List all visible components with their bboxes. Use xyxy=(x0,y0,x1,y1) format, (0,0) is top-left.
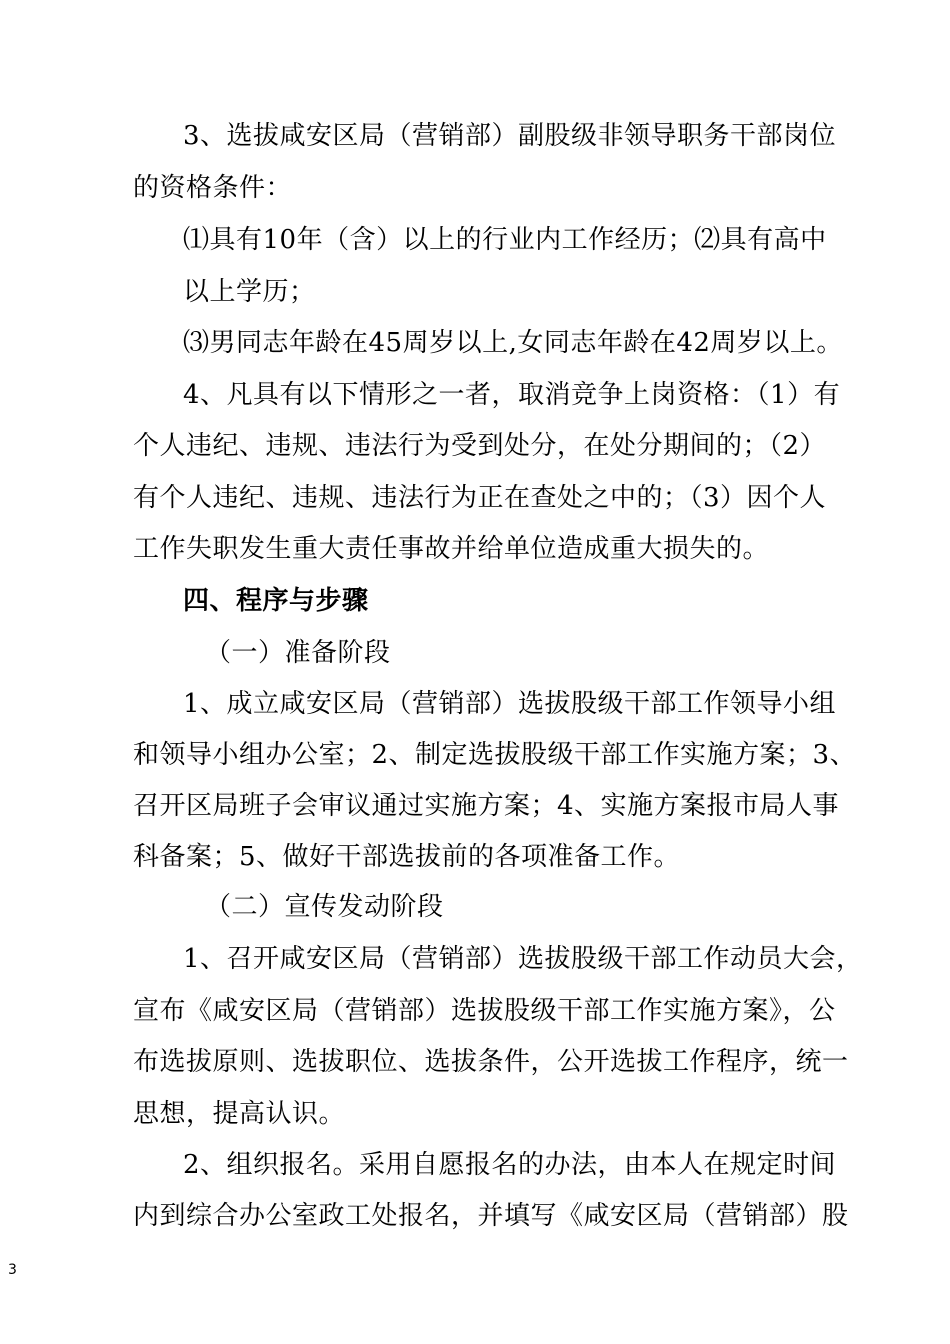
text-line: 布选拔原则、选拔职位、选拔条件，公开选拔工作程序，统一 xyxy=(133,1047,849,1077)
text-line: ⑶男同志年龄在45周岁以上,女同志年龄在42周岁以上。 xyxy=(183,328,843,358)
text-line: 以上学历； xyxy=(183,277,316,307)
text-line: 的资格条件： xyxy=(133,173,293,203)
text-line: 4、凡具有以下情形之一者，取消竞争上岗资格：（1）有 xyxy=(183,380,841,410)
text-line: 1、召开咸安区局（营销部）选拔股级干部工作动员大会， xyxy=(183,944,863,974)
text-line: 和领导小组办公室；2、制定选拔股级干部工作实施方案；3、 xyxy=(133,740,857,770)
text-line: 工作失职发生重大责任事故并给单位造成重大损失的。 xyxy=(133,534,770,564)
text-line: 宣布《咸安区局（营销部）选拔股级干部工作实施方案》，公 xyxy=(133,996,836,1026)
text-line: ⑴具有10年（含）以上的行业内工作经历；⑵具有高中 xyxy=(183,225,827,255)
text-line: 1、成立咸安区局（营销部）选拔股级干部工作领导小组 xyxy=(183,689,837,719)
page-number: 3 xyxy=(8,1262,17,1278)
subsection-heading: （一）准备阶段 xyxy=(205,638,391,668)
text-line: 科备案；5、做好干部选拔前的各项准备工作。 xyxy=(133,842,681,872)
text-line: 内到综合办公室政工处报名，并填写《咸安区局（营销部）股 xyxy=(133,1201,849,1231)
subsection-heading: （二）宣传发动阶段 xyxy=(205,892,444,922)
text-line: 3、选拔咸安区局（营销部）副股级非领导职务干部岗位 xyxy=(183,121,837,151)
section-heading: 四、程序与步骤 xyxy=(183,586,369,616)
text-line: 思想，提高认识。 xyxy=(133,1099,346,1129)
text-line: 个人违纪、违规、违法行为受到处分，在处分期间的；（2） xyxy=(133,431,827,461)
text-line: 2、组织报名。采用自愿报名的办法，由本人在规定时间 xyxy=(183,1150,837,1180)
text-line: 召开区局班子会审议通过实施方案；4、实施方案报市局人事 xyxy=(133,791,840,821)
text-line: 有个人违纪、违规、违法行为正在查处之中的；（3）因个人 xyxy=(133,483,827,513)
